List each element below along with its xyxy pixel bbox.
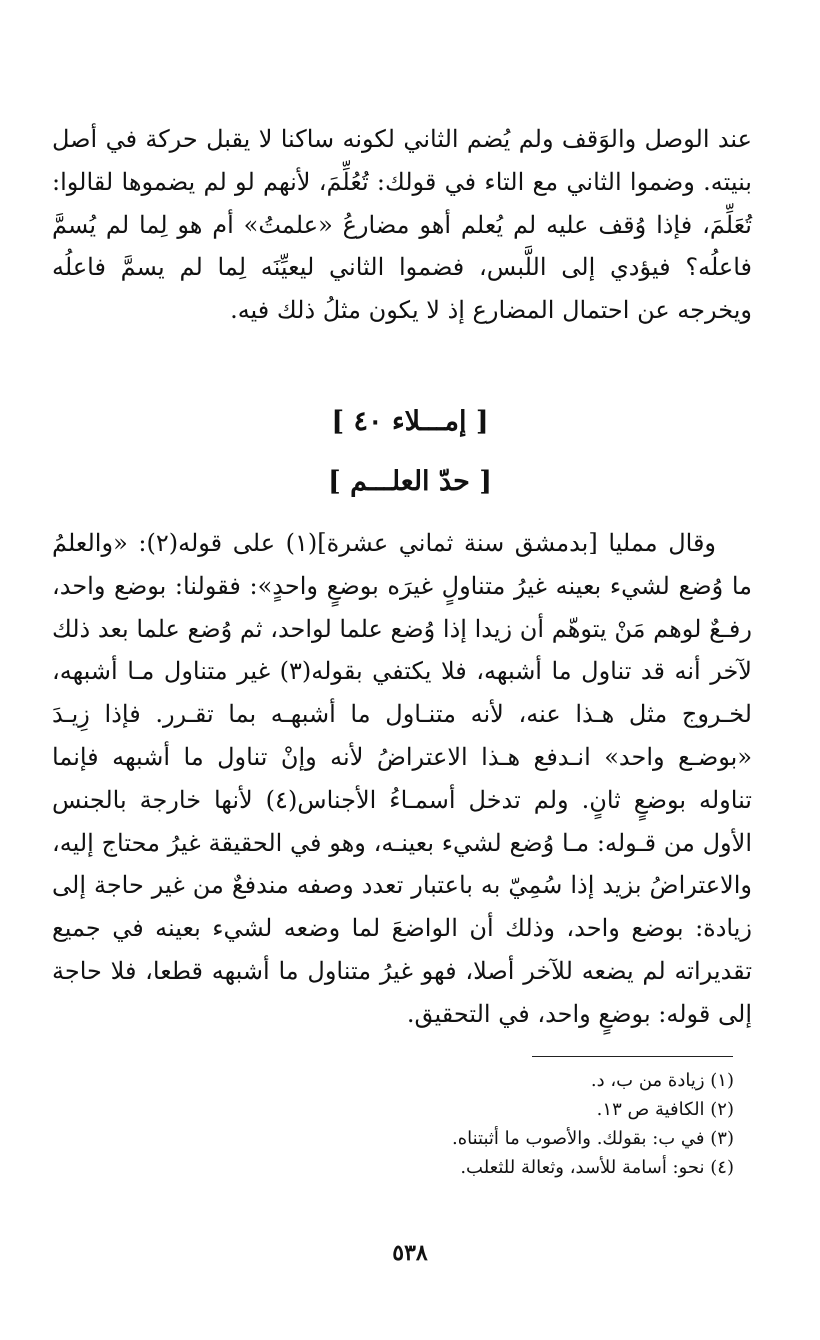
section-heading-topic: [ حدّ العلـــم ]	[327, 466, 492, 497]
footnote-item: (١) زيادة من ب، د.	[590, 1070, 734, 1091]
body-paragraph-1: عند الوصل والوَقف ولم يُضم الثاني لكونه ساكنا لا يقبل حركة في أصل بنيته. وضموا الثاني مع التاء في قولك: تُعُلِّمَ، لأنهم لو لم يضموها لقالوا: تُعَلِّمَ، فإذا وُقف عليه لم يُعلم أهو مضارعُ «علمتُ» أم هو لِما لم يُسمَّ فاعلُه؟ فيؤدي إلى اللَّبس، فضموا الثاني ليعيِّنَه لِما لم يسمَّ فاعلُه ويخرجه عن احتمال المضارع إذ لا يكون مثلُ ذلك فيه.	[52, 125, 752, 325]
footnote-item: (٤) نحو: أسامة للأسد، وثعالة للثعلب.	[460, 1157, 734, 1178]
page-number: ٥٣٨	[392, 1240, 428, 1266]
footnote-divider	[532, 1056, 733, 1057]
body-paragraph-2: وقال ممليا [بدمشق سنة ثماني عشرة](١) على قوله(٢): «والعلمُ ما وُضع لشيء بعينه غيرُ متناولٍ غيرَه بوضعٍ واحدٍ»: فقولنا: بوضع واحد، رفـعٌ لوهم مَنْ يتوهّم أن زيدا إذا وُضع علما لواحد، ثم وُضع علما بعد ذلك لآخر أنه قد تناول ما أشبهه، فلا يكتفي بقوله(٣) غير متناول مـا أشبهه، لخـروج مثل هـذا عنه، لأنه متنـاول ما أشبهـه بما تقـرر. فإذا زِيـدَ «بوضـع واحد» انـدفع هـذا الاعتراضُ لأنه وإنْ تناول ما أشبهه فإنما تناوله بوضعٍ ثانٍ. ولم تدخل أسمـاءُ الأجناس(٤) لأنها خارجة بالجنس الأول من قـوله: مـا وُضع لشيء بعينـه، وهو في الحقيقة غيرُ محتاج إليه، والاعتراضُ بزيد إذا سُمِيّ به باعتبار تعدد وصفه مندفعٌ من غير حاجة إلى زيادة: بوضع واحد، وذلك أن الواضعَ لما وضعه لشيء بعينه في جميع تقديراته لم يضعه للآخر أصلا، فهو غيرُ متناول ما أشبهه قطعا، فلا حاجة إلى قوله: بوضعٍ واحد، في التحقيق.	[52, 529, 752, 1028]
section-heading-imla: [ إمـــلاء ٤٠ ]	[331, 406, 489, 437]
footnote-item: (٢) الكافية ص ١٣.	[596, 1099, 734, 1120]
footnote-item: (٣) في ب: بقولك. والأصوب ما أثبتناه.	[451, 1128, 734, 1149]
footnotes-list	[314, 1066, 734, 1182]
